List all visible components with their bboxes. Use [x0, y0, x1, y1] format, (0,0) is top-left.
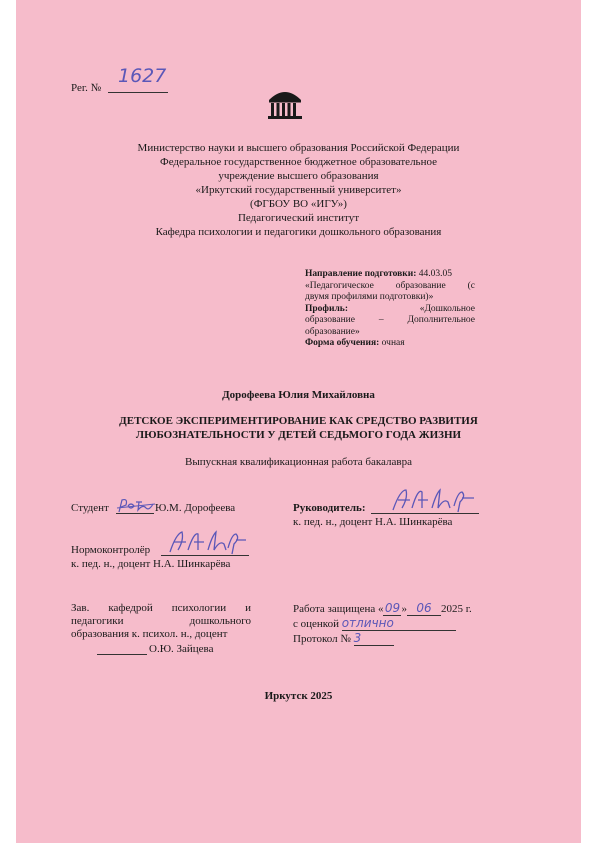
form-value: очная	[381, 338, 405, 348]
thesis-title-line-1: ДЕТСКОЕ ЭКСПЕРИМЕНТИРОВАНИЕ КАК СРЕДСТВО РАЗВИТИЯ	[119, 415, 478, 427]
work-type: Выпускная квалификационная работа бакалавра	[185, 456, 412, 468]
defense-separator: »	[401, 603, 407, 615]
defense-year: 2025 г.	[440, 603, 472, 615]
university-abbr: (ФГБОУ ВО «ИГУ»)	[250, 198, 347, 210]
document-page	[16, 0, 581, 843]
form-label: Форма обучения:	[305, 338, 380, 348]
normcontrol-details: к. пед. н., доцент Н.А. Шинкарёва	[71, 558, 231, 570]
direction-label: Направление подготовки:	[305, 269, 417, 279]
supervisor-signature-icon	[388, 486, 480, 514]
protocol-number: 3	[354, 632, 394, 646]
student-name: Ю.М. Дорофеева	[155, 502, 236, 514]
head-name: О.Ю. Зайцева	[149, 643, 214, 655]
head-line-3: образования к. психол. н., доцент	[71, 628, 228, 640]
profile-text-1: «Дошкольное	[419, 303, 475, 314]
defense-month: 06	[407, 602, 441, 616]
head-line-2: педагогики дошкольного	[71, 615, 251, 627]
city-year: Иркутск 2025	[264, 690, 333, 702]
defense-prefix: Работа защищена «	[293, 603, 384, 615]
defense-day: 09	[384, 601, 401, 615]
defense-protocol	[293, 632, 394, 646]
normcontrol-signature-icon	[166, 528, 250, 556]
ministry-line: Министерство науки и высшего образования Российской Федерации	[137, 142, 460, 154]
institution-type-line: Федеральное государственное бюджетное образовательное	[160, 156, 437, 168]
direction-text-1: «Педагогическое образование (с	[305, 280, 475, 291]
normcontrol-label: Нормоконтролёр	[71, 544, 151, 556]
direction-code: 44.03.05	[418, 269, 452, 279]
author-name: Дорофеева Юлия Михайловна	[222, 389, 375, 401]
head-signature-line	[97, 654, 147, 655]
institution-type-line-2: учреждение высшего образования	[218, 170, 379, 182]
student-label: Студент	[71, 502, 109, 514]
protocol-label: Протокол №	[293, 633, 351, 645]
defense-grade	[293, 617, 456, 631]
institute-name: Педагогический институт	[237, 212, 360, 224]
profile-label: Профиль:	[305, 303, 348, 314]
head-line-1: Зав. кафедрой психологии и	[71, 602, 251, 614]
grade-label: с оценкой	[293, 618, 339, 630]
reg-underline	[108, 92, 168, 93]
profile-text-3: образование»	[305, 326, 360, 337]
supervisor-details: к. пед. н., доцент Н.А. Шинкарёва	[293, 516, 453, 528]
thesis-title-line-2: ЛЮБОЗНАТЕЛЬНОСТИ У ДЕТЕЙ СЕДЬМОГО ГОДА ЖИЗНИ	[135, 429, 462, 441]
student-signature-icon	[116, 496, 156, 516]
grade-value: отлично	[342, 617, 456, 631]
defense-date	[293, 602, 472, 616]
profile-text-2: образование – Дополнительное	[305, 315, 475, 325]
department-name: Кафедра психологии и педагогики дошкольного образования	[155, 226, 442, 238]
supervisor-label: Руководитель:	[293, 502, 366, 514]
program-block	[305, 269, 475, 350]
head-block	[71, 602, 251, 641]
direction-text-2: двумя профилями подготовки)»	[305, 292, 434, 302]
university-name: «Иркутский государственный университет»	[195, 184, 402, 196]
reg-number-handwritten: 1627	[118, 65, 167, 87]
university-logo	[266, 86, 304, 122]
reg-label: Рег. №	[71, 82, 102, 94]
